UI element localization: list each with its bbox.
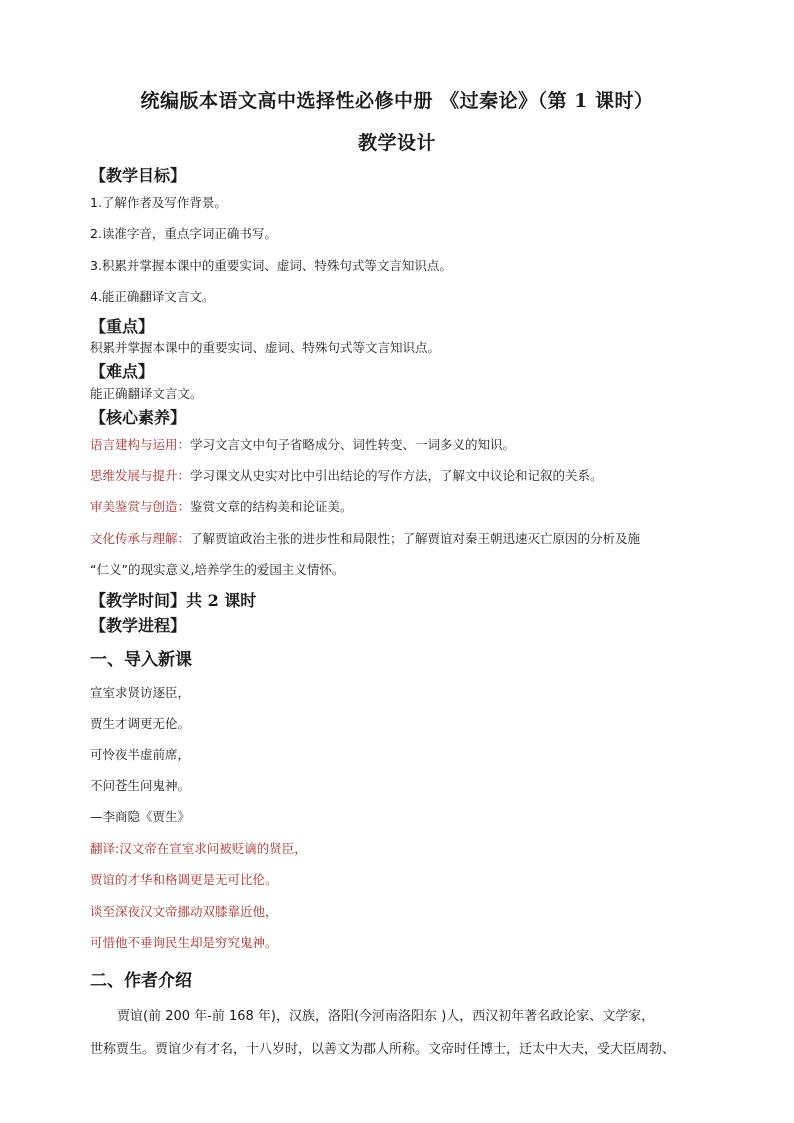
difficulty-header: 【难点】 (90, 362, 155, 381)
goal-item: 1.了解作者及写作背景。 (90, 195, 227, 210)
translation-line: 贾谊的才华和格调更是无可比伦。 (90, 872, 278, 887)
process-header: 【教学进程】 (90, 616, 187, 635)
document-subtitle: 教学设计 (357, 132, 436, 154)
document-title: 统编版本语文高中选择性必修中册 《过秦论》（第 1 课时） (140, 90, 654, 112)
translation-line: 谈至深夜汉文帝挪动双膝靠近他， (90, 904, 278, 919)
author-paragraph: 贾谊(前 200 年-前 168 年)，汉族，洛阳(今河南洛阳东 )人，西汉初年著名政论家、文学家， (117, 1009, 655, 1024)
core-item: 思维发展与提升：学习课文从史实对比中引出结论的写作方法，了解文中议论和记叙的关系。 (90, 468, 603, 483)
core-item: 文化传承与理解：了解贾谊政治主张的进步性和局限性；了解贾谊对秦王朝迅速灭亡原因的分析及施 (90, 531, 641, 546)
key-text: 积累并掌握本课中的重要实词、虚词、特殊句式等文言知识点。 (90, 340, 441, 355)
core-header: 【核心素养】 (90, 408, 187, 427)
goal-item: 2.读准字音，重点字词正确书写。 (90, 226, 277, 241)
translation-line: 翻译:汉文帝在宣室求问被贬谪的贤臣， (90, 841, 307, 856)
core-item: 语言建构与运用：学习文言文中句子省略成分、词性转变、一词多义的知识。 (90, 437, 516, 452)
section-heading: 一、导入新课 (90, 650, 192, 670)
poem-line: 宣室求贤访逐臣， (90, 685, 191, 700)
difficulty-text: 能正确翻译文言文。 (90, 386, 203, 401)
poem-attribution: —李商隐《贾生》 (90, 809, 191, 824)
goal-item: 4.能正确翻译文言文。 (90, 289, 215, 304)
poem-line: 不问苍生问鬼神。 (90, 778, 191, 793)
goals-header: 【教学目标】 (90, 166, 187, 185)
section-heading: 二、作者介绍 (90, 971, 192, 991)
author-paragraph: 世称贾生。贾谊少有才名，十八岁时，以善文为郡人所称。文帝时任博士，迁太中大夫，受大臣周勃、 (90, 1042, 676, 1057)
key-header: 【重点】 (90, 317, 155, 336)
translation-line: 可惜他不垂询民生却是穷究鬼神。 (90, 935, 278, 950)
core-item: 审美鉴赏与创造：鉴赏文章的结构美和论证美。 (90, 499, 353, 514)
core-item-continued: “仁义”的现实意义,培养学生的爱国主义情怀。 (90, 562, 345, 577)
poem-line: 贾生才调更无伦。 (90, 716, 191, 731)
time-header: 【教学时间】共 2 课时 (90, 591, 257, 610)
goal-item: 3.积累并掌握本课中的重要实词、虚词、特殊句式等文言知识点。 (90, 258, 452, 273)
poem-line: 可怜夜半虚前席， (90, 747, 191, 762)
